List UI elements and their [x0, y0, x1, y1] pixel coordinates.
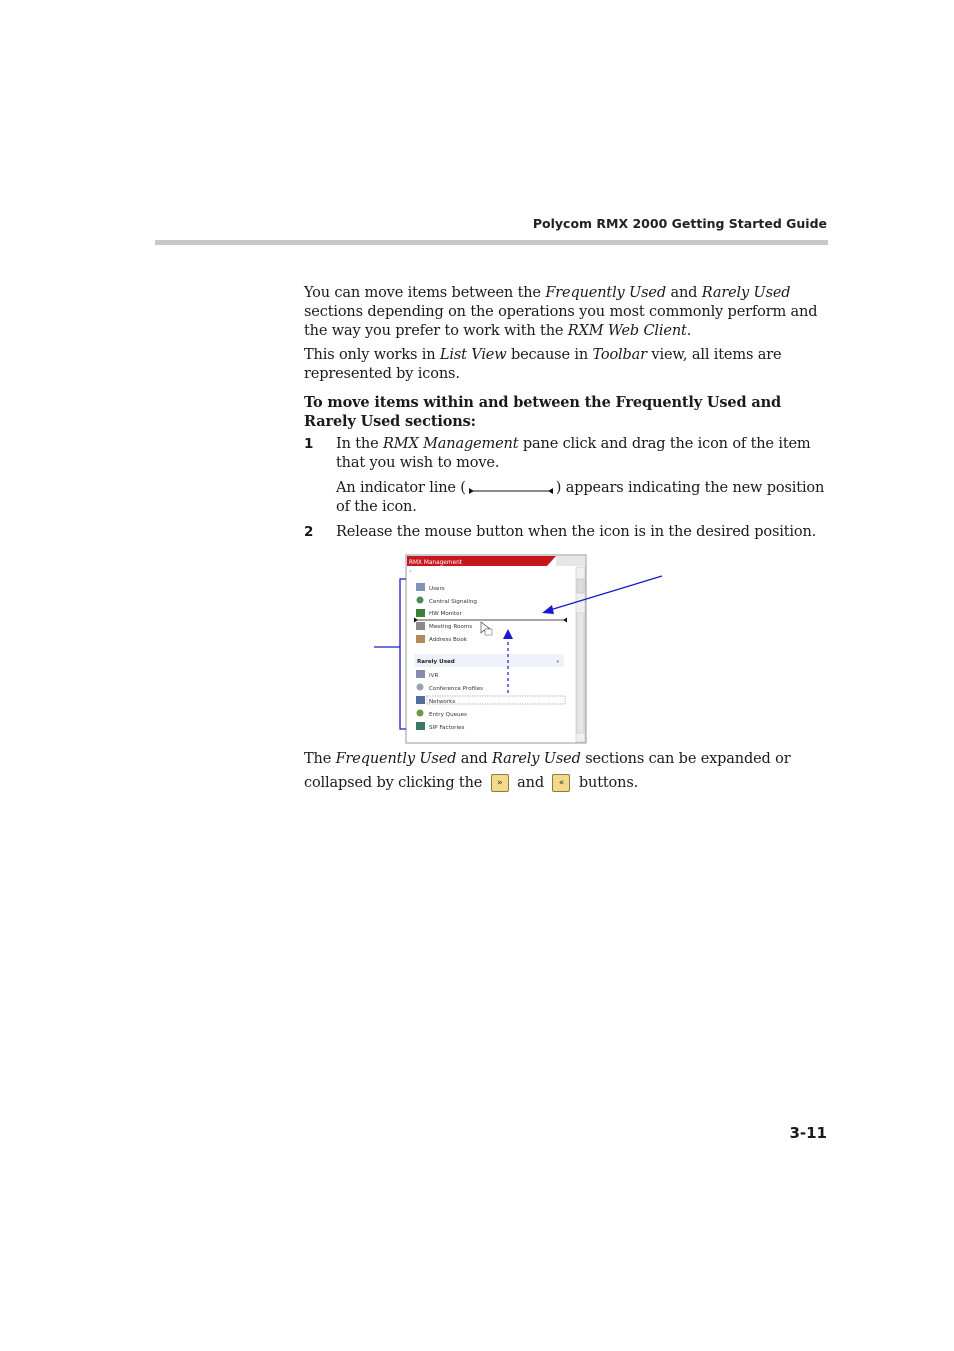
pane-title: RMX Management	[409, 560, 463, 566]
list-view-note: This only works in List View because in Toolbar view, all items are represented by icons.	[304, 347, 782, 382]
svg-text:Users: Users	[429, 586, 445, 592]
expand-button-icon: »	[491, 774, 509, 792]
procedure-heading: To move items within and between the Frequently Used and Rarely Used sections:	[304, 394, 782, 430]
sip-factories-icon	[416, 722, 425, 730]
step-2-text: Release the mouse button when the icon is in the desired position.	[336, 524, 817, 540]
step-number-2: 2	[304, 524, 314, 540]
svg-text:Meeting Rooms: Meeting Rooms	[429, 624, 473, 630]
page-number: 3-11	[789, 1124, 827, 1142]
header-rule	[155, 240, 828, 245]
rmx-management-screenshot	[370, 553, 670, 745]
collapse-button-icon: «	[552, 774, 570, 792]
ivr-icon	[416, 670, 425, 678]
rarely-used-header: Rarely Used	[417, 659, 455, 665]
step-1-indicator-note: An indicator line ( ) appears indicating the new position of the icon.	[336, 480, 825, 515]
svg-text:SIP Factories: SIP Factories	[429, 725, 465, 731]
meeting-rooms-icon	[416, 622, 425, 630]
address-book-icon	[416, 635, 425, 643]
running-header: Polycom RMX 2000 Getting Started Guide	[532, 216, 827, 231]
profiles-icon	[417, 684, 424, 691]
svg-text:Entry Queues: Entry Queues	[429, 712, 467, 718]
indicator-line-icon	[468, 483, 554, 493]
signaling-icon	[417, 597, 424, 604]
entry-queues-icon	[417, 710, 424, 717]
svg-text:Address Book: Address Book	[429, 637, 467, 643]
collapse-rarely-icon: «	[556, 659, 560, 665]
expand-collapse-note: The Frequently Used and Rarely Used sections can be expanded or collapsed by clicking the » and « buttons.	[304, 751, 791, 791]
users-icon	[416, 583, 425, 591]
svg-text:Central Signaling: Central Signaling	[429, 599, 477, 605]
svg-text:Conference Profiles: Conference Profiles	[429, 686, 484, 692]
step-1-text: In the RMX Management pane click and drag the icon of the item that you wish to move.	[336, 436, 811, 471]
svg-text:Networks: Networks	[429, 699, 456, 705]
step-number-1: 1	[304, 436, 314, 452]
section-bracket	[400, 579, 406, 729]
svg-text:HW Monitor: HW Monitor	[429, 611, 462, 617]
hw-monitor-icon	[416, 609, 425, 617]
svg-text:IVR: IVR	[429, 673, 439, 679]
collapse-chevron-icon: ˇ	[409, 571, 412, 577]
networks-icon	[416, 696, 425, 704]
intro-paragraph: You can move items between the Frequently Used and Rarely Used sections depending on the operations you most commonly perform and the way you prefer to work with the RXM Web Client.	[304, 285, 818, 339]
